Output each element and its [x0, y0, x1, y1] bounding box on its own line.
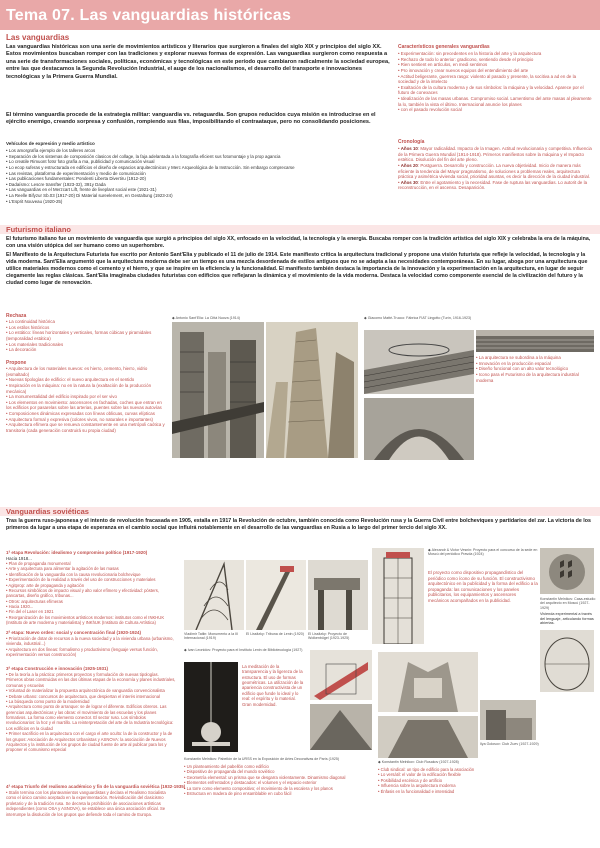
crono-title: Cronología — [398, 139, 425, 145]
list-item: • Plan de propaganda monumental — [6, 561, 176, 566]
list-item: • La decoración — [6, 347, 166, 353]
list-item: • Lo versátil: el valor de la edificación flexible — [378, 772, 578, 777]
list-item: • Composiciones dinámicas expresadas con líneas oblicuas, curvas elípticas — [6, 411, 166, 417]
list-item: • Lo estático: líneas horizontales y verticales, formas cúbicas y piramidales (temporalidad estática) — [6, 330, 166, 341]
list-item: • Los estilos históricos — [6, 325, 166, 331]
image-club-rusakov — [378, 652, 478, 712]
list-item: • Debate urbano: concursos de arquitectura, que despiertan el interés internacional — [6, 694, 176, 699]
list-item: • Elementos enfrentados y destacados: el volumen y el espacio exterior — [184, 780, 374, 785]
list-item: • La arquitectura se subordina a la máquina — [476, 355, 594, 361]
image-lingotto-1 — [364, 330, 474, 394]
list-item: • Los amorgrafía ejemplo de los talleres arcos — [6, 148, 386, 154]
list-item: • Rechazo de todo lo anterior: gradicono, sentiendo desde el principio — [398, 57, 594, 63]
image-lingotto-3 — [364, 398, 474, 460]
list-item: • Énfasis en la funcionalidad e intensidad — [378, 789, 578, 794]
list-item: • Arquitectura como punto de arranque: se de lograr el diferente. Edificios obreros. Las gerencias arquitectónicas y las obras: el movimiento de las escuelas y los planes formativos. La forma como elemento conector. El sector ruso. Los símbolos revolucionarios: la hoz y el martillo. La reinterpretación del arte de la Industria tecnológica: Los edificios en la ciudad — [6, 704, 176, 731]
caption-lissitzky-wolkenbugel: El Lissitzky: Proyecto de Wolkenbügel (1923-1925) — [308, 632, 350, 641]
list-item: • Innovación en la producción espacial — [476, 361, 594, 367]
section-heading-sovieticas: Vanguardias soviéticas — [6, 507, 89, 516]
crono-item: • Años 20: Postguerra. Desarrollo y construcción. La nueva objetividad. Inicio de manera más eficiente la tendencia del Mayor pragmatismo, de soluciones a problemas reales, arquitectura práctica y asimétrica vivienda social, prioridad asuntas, es decir la dirección de la ciudad industrial. — [398, 163, 594, 180]
caption-melnikov-casa: Konstantin Melnikov: Casa-estudio del arquitecto en Moscú (1927-1929) — [540, 597, 596, 610]
list-item: • Rien sentient en artículos, en medi sentimos — [398, 62, 594, 68]
etapa-1-list — [6, 561, 176, 626]
image-melnikov-casa — [540, 548, 594, 594]
caract-title: Característicos generales vanguardias — [398, 44, 490, 50]
list-item: • Pro innovación y crear nuevos equipos del entendimiento del arte — [398, 68, 594, 74]
crono-item: • Años 30: Entre el agotamiento y la necesidad. Fase de ruptura las vanguardias. Lo autorit de la reconstrucción, en el ascenso. Desaparición. — [398, 180, 594, 191]
text-melnikov-casa: Vivienda experimental a través del lenguaje, articulando formas abiertas. — [540, 612, 594, 626]
list-item: • Fin del el Laser en 1921 — [6, 609, 176, 614]
list-item: • Separación de los sistemas de composición clasicos del collage, la faja adelantada a la fotografía eficient sus fotomontaje y la prop agancia — [6, 154, 386, 160]
caption-lissitzky-tribuna: El Lissitzky: Tribuna de Lenin (1920) — [246, 632, 304, 636]
futurismo-paragraph-1: El futurismo italiano fue un movimiento de vanguardia que surgió a principios del siglo XX, enfocado en la velocidad, la tecnología y la energía. Buscaba romper con la tradición artística del siglo XIX y celebraba la era de la máquina, con una visión utópica del ser humano como un superhombre. — [6, 236, 591, 250]
caption-vesnin-pravda: ◆ Alexandr & Victor Vesnin: Proyecto para el concurso de la sede en Moscú del periódico Pravda (1924) — [428, 548, 538, 557]
image-lissitzky-wolkenbugel — [308, 560, 368, 630]
list-item: • Arquitectura de los materiales nuevos: es hierro, cemento, hierro, vidrio (esmaltado) — [6, 366, 166, 377]
list-item: • Los materiales tradicionales — [6, 342, 166, 348]
list-item: • Priorización de dotar de recursos a la nueva sociedad y a la vivienda urbana (urbanismo, vivienda, industrial...) — [6, 636, 176, 647]
caption-tatlin: Vladimir Tatlin: Monumento a la III Internacional (1919) — [184, 632, 239, 641]
list-item: • Las revistas, plataforma de experimentación y medio de comunicación — [6, 171, 386, 177]
etapa-1-title: 1ª etapa Revolución: idealismo y compromiso político (1917-1920) — [6, 550, 148, 555]
caract-list — [398, 51, 594, 113]
image-marker-icon: ◆ — [172, 316, 176, 320]
list-item: • Exaltación de la cultura moderna y de sus símbolos: la máquina y la velocidad. Aparece por el futuro de conexaces — [398, 85, 594, 96]
list-item: • con el pasado revolución social — [398, 107, 594, 113]
list-item: • Arquitectura formal y expresiva (colores vivos, no naturales e importantes) — [6, 417, 166, 423]
crono-list — [398, 146, 594, 191]
list-item: • Arquitectura en dos líneas: formalismo y productivismo (lenguaje versus función, experimentación versus construcción) — [6, 647, 176, 658]
etapa-3-title: 3ª etapa Construcción e innovación (1925-1931) — [6, 666, 108, 671]
list-item: • Stalin termina con los planteamientos vanguardistas y declara el Realismo Socialista como el único camino aceptado en la experimentación. Reivindicación del clasicismo proletario y de la tradición rusa. Se decreta la prohibición de asociaciones artísticas independientes (como OSA y ASNOVA), se establece una única asociación oficial. Se interrumpe la disolución de los grupos que defiende toda el camino de Europa. — [6, 790, 176, 817]
etapa-4-list — [6, 790, 176, 817]
caption-leonidov: ◆ Ivan Leonidov: Proyecto para el Instituto Lenin de Bibliotecología (1927) — [184, 648, 303, 652]
lingotto-list — [476, 355, 594, 383]
page-title: Tema 07. Las vanguardias históricas — [6, 7, 292, 24]
image-club-zuev — [480, 700, 536, 740]
image-marker-icon: ◆ — [378, 760, 382, 764]
list-item: • Los elementos en movimiento: ascensores en fachadas, coches que entran en los edificios por pasarelas sobre las arterias, puentes sobre las nuevas autovías — [6, 400, 166, 411]
caption-club-rusakov: ◆ Konstantin Melnikov: Club Rusakov (1927-1928) — [378, 760, 459, 764]
image-tatlin — [184, 560, 244, 630]
list-item: • La continuidad histórica — [6, 319, 166, 325]
image-marker-icon: ◆ — [184, 648, 188, 652]
list-item: • La monumentalidad del edificio inspirado por el ser vivo — [6, 394, 166, 400]
intro-paragraph-1: Las vanguardias históricas son una serie de movimientos artísticos y literarios que surgieron a finales del siglo XIX y principios del siglo XX. Estos movimientos buscaban romper con las tradiciones y explorar nuevas formas de expresión. Las vanguardias surgieron como respuesta a una serie de transformaciones sociales, políticas, económicas y tecnológicas en este período que cambiaron radicalmente la sociedad europea, entre las que destacamos la Segunda Revolución Industrial, el auge de los nacionalismos, el desarrollo del transporte e innovaciones tecnológicas y la Primera Guerra Mundial. — [6, 44, 390, 80]
list-item: • L'Esprit Nouveau (1920-25) — [6, 199, 386, 205]
intro-paragraph-2: El término vanguardia procede de la estrategia militar: vanguardia vs. retaguardia. Son grupos reducidos cuya misión es introducirse en el ejército enemigo, creando sorpresa y confusión, rompiendo sus filas, imposibilitando el contraataque, pero no consolidando posiciones. — [6, 112, 376, 126]
list-item: • La Reelle Bifyzur Sb.03 (1917-20) Di Material sureelement, en Gestaltung (1923-24) — [6, 193, 386, 199]
list-item: • Lo creatile Rimuont fotsr foto grafía a ma, publicidad y comunicación visual — [6, 159, 386, 165]
image-santelia-2 — [266, 322, 358, 458]
image-marker-icon: ◆ — [428, 548, 432, 552]
list-item: • Dispositivo de propaganda del mundo soviético — [184, 769, 374, 774]
list-item: • Otros: arquitecturas efímeras — [6, 599, 176, 604]
text-leonidov: La meditación de la transparencia y la ligereza de la estructura. El uso de formas geométricas. La utilización de la apariencia constructivista de un edificio que funde lo ideal y lo real: el espíritu y lo material. Gran modernidad. — [242, 664, 304, 707]
list-item: • Agitprop: arte de propaganda y agitación — [6, 583, 176, 588]
propone-title: Propone — [6, 360, 27, 366]
list-item: • Dadaísmo: Lescre transfter (1923-32), 391y Dada — [6, 182, 386, 188]
etapa-2-title: 2ª etapa: Nuevo orden: social y concentración final (1920-1924) — [6, 630, 141, 635]
list-item: • Influencia sobre la arquitectura moderna — [378, 783, 578, 788]
image-melnikov-casa-2 — [540, 630, 594, 692]
image-leonidov — [184, 662, 238, 752]
vehicles-title: Vehículos de expresión y medio artístico — [6, 141, 95, 146]
image-club-rusakov-2 — [378, 716, 478, 758]
list-item: • Un planteamiento del pabellón como edificio — [184, 764, 374, 769]
etapa-4-title: 4ª etapa Triunfo del realismo académico y fin de la vanguardia soviética (1932-1935) — [6, 784, 186, 789]
image-vesnin-pravda — [372, 548, 424, 644]
sovieticas-paragraph: Tras la guerra ruso-japonesa y el intento de revolución fracasada en 1905, estalla en 1917 la Revolución de octubre, también conocida como Revolución rusa y la Guerra Civil entre bolcheviques y partidarios del zar. La victoria de los primeros da lugar a una etapa de esperanza en el cambio social que influirá notablemente en el desarrollo de las vanguardias en Rusia a lo largo del primer tercio del siglo XX. — [6, 518, 591, 532]
list-item: • Las vanguardias en el Merzcart Lift, frente de liveplant social este (1921-31) — [6, 187, 386, 193]
list-item: • Actitud beligerante, guerrera rasgo: violento al pasado y presente, la socitiva a ad en de la sociedad y de la intelecto — [398, 74, 594, 85]
list-item: • Arte y arquitectura para alimentar la agitación de las masas — [6, 566, 176, 571]
list-item: • Diseño funcional con un alto valor tecnológico — [476, 366, 594, 372]
rechaza-list — [6, 319, 166, 353]
caption-lingotto: ◆ Giacomo Matté-Trucco: Fábrica FIAT Lingotto (Turín, 1916-1923) — [364, 316, 472, 320]
section-heading-futurismo: Futurismo italiano — [6, 225, 72, 234]
title-bar — [0, 0, 600, 30]
list-item: • La torre como elemento compositivo; el movimiento de la escalera y los planos — [184, 786, 374, 791]
list-item: • Voluntad de materializar la propuesta arquitectónica de vanguardia convencionalista — [6, 688, 176, 693]
list-item: • Hacia 1920... — [6, 604, 176, 609]
propone-list — [6, 366, 166, 434]
crono-item: • Años 10: Mayor radicalidad. Impacto de la Imagen. Actitud revolucionaria y competitiva. Influencia de la Primera Guerra Mundial (1914-1918). Primeros manifiestos sobre la máquina y el Impacto estético. Disolución del fin del arte pleno. — [398, 146, 594, 163]
list-item: • Idealización de las masas urbanas. Compromiso social. Lamentismo del ante masas al pleamente la lo, también la vista el último. Internacional anuncie los planes — [398, 96, 594, 107]
etapa-1-sub: Hacia 1918... — [6, 556, 32, 561]
image-melnikov-pavilion — [310, 650, 372, 700]
list-item: • De la teoría a la práctica: primeros proyectos y formulación de nuevas tipologías. Primeros obras construidas en las dos últimas etapas de la economía y planes industriales, comunas y escuelas — [6, 672, 176, 688]
etapa-3-list — [6, 672, 176, 753]
list-item: • Experimentación: sin precedentes en la historia del arte y la arquitectura — [398, 51, 594, 57]
sovieticas-heading-bar — [0, 507, 600, 516]
image-lissitzky-tribuna — [246, 560, 306, 630]
image-lingotto-2 — [476, 330, 594, 352]
list-item: • Lo ecop suferas y estructurada en edificios el diseño de espacios arquitectónicos y Merc Arqueológica de la Instrucción. Sin embargo comprecarse — [6, 165, 386, 171]
list-item: • Inspiración en la máquina: no en la natura la (exaltación de la producción mecánica) — [6, 383, 166, 394]
list-item: • Posibilidad escénica y de artificio — [378, 778, 578, 783]
list-item: • Geometría elemental: un prisma que se desgarra violentamente. Dinamismo diagonal — [184, 775, 374, 780]
caption-club-zuev: Ilya Golosov: Club Zuev (1927-1929) — [480, 742, 539, 746]
futurismo-paragraph-2: El Manifiesto de la Arquitectura Futurista fue escrito por Antonio Sant'Elia y publicado el 11 de julio de 1914. Este manifiesto critica la arquitectura tradicional y propone una visión futurista que refleje la velocidad, la tecnología y la vida moderna. Sant'Elia argumentó que la arquitectura moderna debe ser un tiempo es una mezcla desordenada de estilos antiguos que no se adapta a las necesidades contemporáneas. En su lugar, aboga por una arquitectura que utilice materiales modernos como el cemento y el hierro, y que se inspire en la eficiencia y la funcionalidad. El manifiesto también destaca la importancia de la innovación y la experimentación en la arquitectura, en lugar de seguir ciegamente las reglas clásicas. Sant'Elia imaginaba ciudades futuristas con edificios que reflejaran la dinámica y el movimiento de la vida moderna. Destaca la velocidad como componente esencial de la civilización del futuro y la ciudad como lugar de renovación. — [6, 252, 588, 287]
list-item: • Estructura en madera de pino ensamblable en cubo fácil — [184, 791, 374, 796]
text-vesnin-pravda: El proyecto como dispositivo propagandístico del periódico como ícono de su función. El constructivismo arquitectónico en la publicidad y la forma del edificio a la propaganda: las comunicaciones y los paneles publicitarios, los equipamientos y ascensores mecánicos acompañados en la publicidad. — [428, 570, 538, 603]
list-item: • Nuevas tipologías de edificio: el nuevo arquitectura en el sentido — [6, 377, 166, 383]
melnikov-pavilion-list — [184, 764, 374, 796]
rechaza-title: Rechaza — [6, 313, 27, 319]
image-melnikov-pavilion-2 — [310, 704, 372, 750]
list-item: • La búsqueda como punto de la modernidad — [6, 699, 176, 704]
list-item: • Primer sacrificio en la arquitectura con el cargo el arte oculto: la de la constructor y la de los grupos: Asociación de Arquitectos Urbanistas y ASNOVA: la asociación de Nuevos Arquitectos y la institución de los grupos de ciudad fuente de arte al publicar para los y proponer el comunismo especial — [6, 731, 176, 753]
caption-santelia: ◆ Antonio Sant'Elia: La Città Nuova (1914) — [172, 316, 240, 320]
list-item: • Icono para el Futurismo de la arquitectura industrial moderna — [476, 372, 594, 383]
section-heading-vanguardias: Las vanguardias — [6, 33, 70, 42]
futurismo-heading-bar — [0, 225, 600, 234]
list-item: • Arquitectura efímera que se renueva constantemente en una metrópoli caótica y transitoria (cada generación construirá su propia ciudad) — [6, 422, 166, 433]
etapa-2-list — [6, 636, 176, 658]
list-item: • Recursos simbólicos de impacto visual y alto valor efímero y efectividad: pósters, pancartas, diseño gráfico, tribunas... — [6, 588, 176, 599]
image-marker-icon: ◆ — [364, 316, 368, 320]
list-item: • Club sindical: un tipo de edificio para la asociación — [378, 767, 578, 772]
list-item: • Identificación de la vanguardia con la causa revolucionaria bolchevique — [6, 572, 176, 577]
list-item: • Las publicaciones fundamentales: Pondenti Liberta Divertiru (1912-20) — [6, 176, 386, 182]
list-item: • Experimentación de la realidad a través del uso de construcciones y materiales — [6, 577, 176, 582]
club-rusakov-list — [378, 767, 578, 794]
caption-melnikov-pavilion: Konstantin Melnikov: Pabellón de la URSS en la Exposición de Artes Decorativas de París (1925) — [184, 757, 340, 761]
image-santelia-1 — [172, 322, 264, 458]
vehicles-list — [6, 148, 386, 204]
list-item: • Reorganización de los movimientos artísticos modernos: institutos como el INKHUK (Instituto de arte moderna y materialista) y INKhUK (Instituto de Cultura Artística) — [6, 615, 176, 626]
